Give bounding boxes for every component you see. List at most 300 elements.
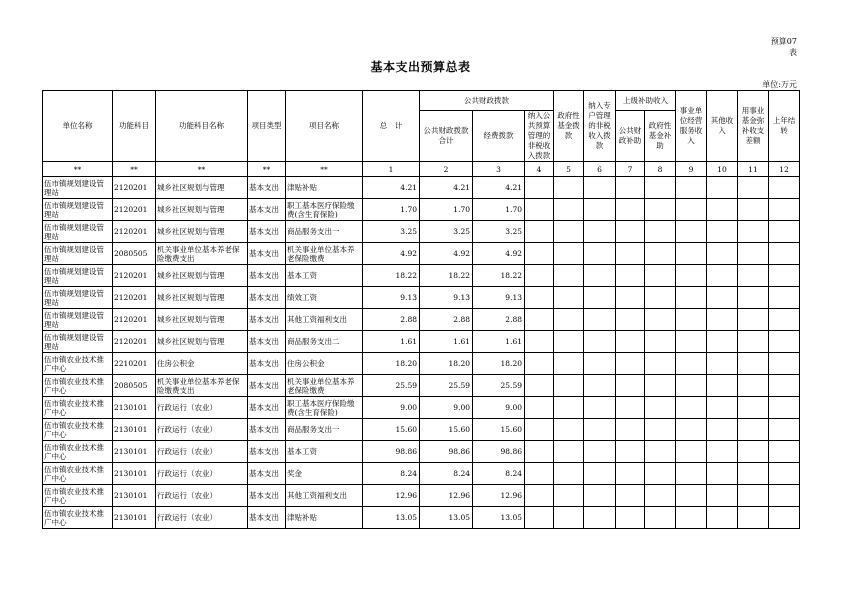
public-fin-sum-cell: 3.25 [420,221,473,243]
empty-cell [554,309,584,331]
empty-cell [584,375,616,397]
empty-cell [616,265,645,287]
empty-cell [616,243,645,265]
total-cell: 9.00 [363,397,420,419]
table-row [43,441,800,463]
public-fin-sum-cell: 25.59 [420,375,473,397]
total-cell: 18.20 [363,353,420,375]
empty-cell [554,177,584,199]
header-pub-fin-sub: 公共财政补助 [616,111,645,162]
empty-cell [769,199,800,221]
empty-cell [616,221,645,243]
empty-cell [738,375,769,397]
expense-cell: 15.60 [473,419,525,441]
unit-name-cell: 伍市镇农业技术推广中心 [43,375,113,397]
public-fin-sum-cell: 1.70 [420,199,473,221]
proj-name-cell: 基本工资 [286,265,363,287]
empty-cell [584,353,616,375]
empty-cell [645,463,676,485]
empty-cell [584,243,616,265]
func-name-cell: 行政运行（农业） [156,485,248,507]
empty-cell [645,419,676,441]
table-row [43,221,800,243]
empty-cell [676,199,707,221]
header-other-income: 其他收入 [707,91,738,162]
empty-cell [525,419,554,441]
empty-cell [645,507,676,529]
proj-name-cell: 奖金 [286,463,363,485]
header-func-name: 功能科目名称 [156,91,248,162]
empty-cell [707,463,738,485]
empty-cell [769,485,800,507]
unit-name-cell: 伍市镇规划建设管理站 [43,199,113,221]
public-fin-sum-cell: 4.92 [420,243,473,265]
empty-cell [584,331,616,353]
unit-name-cell: 伍市镇规划建设管理站 [43,331,113,353]
empty-cell [769,375,800,397]
empty-cell [707,287,738,309]
func-name-cell: 机关事业单位基本养老保险缴费支出 [156,243,248,265]
expense-cell: 18.20 [473,353,525,375]
empty-cell [707,507,738,529]
empty-cell [616,507,645,529]
column-index-row [43,162,800,177]
empty-cell [645,397,676,419]
column-index-cell: 4 [525,162,554,177]
public-fin-sum-cell: 98.86 [420,441,473,463]
empty-cell [554,441,584,463]
empty-cell [707,419,738,441]
table-row [43,485,800,507]
empty-cell [738,331,769,353]
empty-cell [707,177,738,199]
empty-cell [676,485,707,507]
empty-cell [525,507,554,529]
empty-cell [525,463,554,485]
public-fin-sum-cell: 18.20 [420,353,473,375]
public-fin-sum-cell: 1.61 [420,331,473,353]
proj-name-cell: 职工基本医疗保险缴费(含生育保险) [286,199,363,221]
empty-cell [769,507,800,529]
expense-cell: 9.00 [473,397,525,419]
empty-cell [554,353,584,375]
expense-cell: 1.70 [473,199,525,221]
func-code-cell: 2120201 [113,221,156,243]
proj-type-cell: 基本支出 [248,199,286,221]
table-row [43,375,800,397]
empty-cell [525,199,554,221]
empty-cell [584,485,616,507]
empty-cell [645,375,676,397]
empty-cell [676,265,707,287]
empty-cell [584,309,616,331]
func-code-cell: 2080505 [113,375,156,397]
func-name-cell: 城乡社区规划与管理 [156,331,248,353]
empty-cell [769,177,800,199]
func-name-cell: 城乡社区规划与管理 [156,265,248,287]
unit-name-cell: 伍市镇规划建设管理站 [43,309,113,331]
column-index-cell: ** [286,162,363,177]
empty-cell [769,309,800,331]
func-name-cell: 行政运行（农业） [156,463,248,485]
func-name-cell: 城乡社区规划与管理 [156,199,248,221]
proj-type-cell: 基本支出 [248,287,286,309]
expense-cell: 12.96 [473,485,525,507]
empty-cell [554,485,584,507]
table-row [43,507,800,529]
empty-cell [525,177,554,199]
total-cell: 15.60 [363,419,420,441]
func-code-cell: 2130101 [113,463,156,485]
column-index-cell: ** [43,162,113,177]
table-row [43,309,800,331]
empty-cell [738,485,769,507]
column-index-cell: 12 [769,162,800,177]
table-row [43,353,800,375]
public-fin-sum-cell: 12.96 [420,485,473,507]
empty-cell [525,243,554,265]
empty-cell [616,199,645,221]
header-upper-sub: 上级补助收入 [616,91,676,111]
empty-cell [676,353,707,375]
proj-name-cell: 绩效工资 [286,287,363,309]
empty-cell [738,441,769,463]
header-proj-type: 项目类型 [248,91,286,162]
header-expense: 经费拨款 [473,111,525,162]
public-fin-sum-cell: 8.24 [420,463,473,485]
column-index-cell: 3 [473,162,525,177]
column-index-cell: 10 [707,162,738,177]
empty-cell [676,287,707,309]
expense-cell: 25.59 [473,375,525,397]
table-row [43,419,800,441]
empty-cell [645,265,676,287]
header-gov-fund-sub: 政府性基金补助 [645,111,676,162]
empty-cell [554,199,584,221]
total-cell: 9.13 [363,287,420,309]
total-cell: 8.24 [363,463,420,485]
table-row [43,463,800,485]
empty-cell [616,309,645,331]
func-name-cell: 行政运行（农业） [156,507,248,529]
unit-name-cell: 伍市镇规划建设管理站 [43,265,113,287]
proj-name-cell: 机关事业单位基本养老保险缴费 [286,375,363,397]
proj-name-cell: 津贴补贴 [286,177,363,199]
column-index-cell: ** [248,162,286,177]
total-cell: 25.59 [363,375,420,397]
func-code-cell: 2210201 [113,353,156,375]
empty-cell [738,463,769,485]
total-cell: 98.86 [363,441,420,463]
column-index-cell: ** [156,162,248,177]
func-code-cell: 2130101 [113,397,156,419]
empty-cell [616,375,645,397]
empty-cell [584,463,616,485]
empty-cell [616,177,645,199]
expense-cell: 1.61 [473,331,525,353]
func-code-cell: 2130101 [113,441,156,463]
header-func-code: 功能科目 [113,91,156,162]
expense-cell: 3.25 [473,221,525,243]
empty-cell [738,419,769,441]
expense-cell: 13.05 [473,507,525,529]
proj-type-cell: 基本支出 [248,441,286,463]
expense-cell: 8.24 [473,463,525,485]
empty-cell [676,309,707,331]
func-code-cell: 2130101 [113,485,156,507]
empty-cell [645,441,676,463]
func-code-cell: 2120201 [113,177,156,199]
public-fin-sum-cell: 13.05 [420,507,473,529]
empty-cell [738,221,769,243]
unit-name-cell: 伍市镇农业技术推广中心 [43,485,113,507]
proj-type-cell: 基本支出 [248,221,286,243]
unit-name-cell: 伍市镇规划建设管理站 [43,221,113,243]
empty-cell [554,287,584,309]
unit-label: 单位:万元 [762,80,797,89]
empty-cell [554,507,584,529]
empty-cell [616,463,645,485]
unit-name-cell: 伍市镇规划建设管理站 [43,287,113,309]
func-name-cell: 住房公积金 [156,353,248,375]
total-cell: 1.70 [363,199,420,221]
proj-type-cell: 基本支出 [248,177,286,199]
empty-cell [525,309,554,331]
func-code-cell: 2120201 [113,331,156,353]
empty-cell [707,375,738,397]
table-row [43,265,800,287]
proj-type-cell: 基本支出 [248,397,286,419]
column-index-cell: 7 [616,162,645,177]
empty-cell [554,375,584,397]
empty-cell [769,463,800,485]
proj-name-cell: 商品服务支出一 [286,221,363,243]
func-name-cell: 城乡社区规划与管理 [156,309,248,331]
func-name-cell: 机关事业单位基本养老保险缴费支出 [156,375,248,397]
empty-cell [554,463,584,485]
table-code-line2: 表 [789,48,797,57]
func-name-cell: 城乡社区规划与管理 [156,177,248,199]
func-name-cell: 行政运行（农业） [156,441,248,463]
func-code-cell: 2120201 [113,309,156,331]
empty-cell [676,463,707,485]
proj-type-cell: 基本支出 [248,463,286,485]
total-cell: 13.05 [363,507,420,529]
empty-cell [676,221,707,243]
header-total: 总 计 [363,91,420,162]
proj-name-cell: 基本工资 [286,441,363,463]
empty-cell [584,265,616,287]
expense-cell: 18.22 [473,265,525,287]
empty-cell [738,397,769,419]
total-cell: 4.92 [363,243,420,265]
empty-cell [525,397,554,419]
header-business-income: 事业单位经营服务收入 [676,91,707,162]
header-proj-name: 项目名称 [286,91,363,162]
empty-cell [584,287,616,309]
empty-cell [738,353,769,375]
empty-cell [769,331,800,353]
column-index-cell: 6 [584,162,616,177]
table-code [771,36,797,58]
empty-cell [525,221,554,243]
column-index-cell: 11 [738,162,769,177]
proj-name-cell: 津贴补贴 [286,507,363,529]
proj-type-cell: 基本支出 [248,507,286,529]
empty-cell [584,419,616,441]
empty-cell [769,353,800,375]
public-fin-sum-cell: 2.88 [420,309,473,331]
empty-cell [616,485,645,507]
empty-cell [525,375,554,397]
column-index-cell: 1 [363,162,420,177]
total-cell: 1.61 [363,331,420,353]
empty-cell [769,243,800,265]
empty-cell [554,419,584,441]
proj-type-cell: 基本支出 [248,485,286,507]
empty-cell [707,199,738,221]
func-code-cell: 2120201 [113,265,156,287]
func-code-cell: 2120201 [113,199,156,221]
empty-cell [769,419,800,441]
total-cell: 18.22 [363,265,420,287]
empty-cell [645,353,676,375]
public-fin-sum-cell: 9.00 [420,397,473,419]
func-name-cell: 城乡社区规划与管理 [156,287,248,309]
empty-cell [738,309,769,331]
proj-type-cell: 基本支出 [248,243,286,265]
empty-cell [584,441,616,463]
empty-cell [769,397,800,419]
empty-cell [707,441,738,463]
unit-name-cell: 伍市镇农业技术推广中心 [43,419,113,441]
func-code-cell: 2130101 [113,507,156,529]
proj-type-cell: 基本支出 [248,419,286,441]
total-cell: 4.21 [363,177,420,199]
expense-cell: 4.92 [473,243,525,265]
func-name-cell: 城乡社区规划与管理 [156,221,248,243]
empty-cell [616,419,645,441]
unit-name-cell: 伍市镇农业技术推广中心 [43,353,113,375]
budget-table [42,90,800,529]
empty-cell [769,265,800,287]
proj-name-cell: 其他工资福利支出 [286,485,363,507]
empty-cell [769,441,800,463]
unit-name-cell: 伍市镇农业技术推广中心 [43,441,113,463]
header-budget-mgmt: 纳入公共预算管理的非税收入拨款 [525,111,554,162]
unit-name-cell: 伍市镇规划建设管理站 [43,243,113,265]
empty-cell [645,485,676,507]
proj-name-cell: 住房公积金 [286,353,363,375]
empty-cell [645,177,676,199]
empty-cell [769,287,800,309]
empty-cell [616,397,645,419]
empty-cell [676,177,707,199]
empty-cell [707,243,738,265]
func-name-cell: 行政运行（农业） [156,419,248,441]
proj-type-cell: 基本支出 [248,331,286,353]
empty-cell [525,485,554,507]
header-public-fin-comb: 公共财政拨款合计 [420,111,473,162]
empty-cell [707,331,738,353]
empty-cell [676,375,707,397]
expense-cell: 4.21 [473,177,525,199]
empty-cell [525,441,554,463]
empty-cell [645,199,676,221]
empty-cell [707,397,738,419]
unit-name-cell: 伍市镇农业技术推广中心 [43,397,113,419]
empty-cell [616,331,645,353]
func-code-cell: 2080505 [113,243,156,265]
public-fin-sum-cell: 9.13 [420,287,473,309]
header-gov-fund: 政府性基金拨款 [554,91,584,162]
empty-cell [525,265,554,287]
proj-name-cell: 商品服务支出二 [286,331,363,353]
proj-name-cell: 机关事业单位基本养老保险缴费 [286,243,363,265]
header-public-fin: 公共财政拨款 [420,91,554,111]
expense-cell: 9.13 [473,287,525,309]
empty-cell [584,397,616,419]
public-fin-sum-cell: 15.60 [420,419,473,441]
empty-cell [645,221,676,243]
empty-cell [676,441,707,463]
empty-cell [676,507,707,529]
public-fin-sum-cell: 4.21 [420,177,473,199]
empty-cell [707,353,738,375]
column-index-cell: 9 [676,162,707,177]
empty-cell [707,221,738,243]
func-code-cell: 2120201 [113,287,156,309]
empty-cell [554,221,584,243]
proj-type-cell: 基本支出 [248,375,286,397]
column-index-cell: 2 [420,162,473,177]
empty-cell [584,199,616,221]
func-code-cell: 2130101 [113,419,156,441]
empty-cell [616,441,645,463]
unit-name-cell: 伍市镇农业技术推广中心 [43,507,113,529]
column-index-cell: 8 [645,162,676,177]
empty-cell [738,199,769,221]
empty-cell [645,287,676,309]
empty-cell [525,353,554,375]
empty-cell [676,243,707,265]
func-name-cell: 行政运行（农业） [156,397,248,419]
empty-cell [554,331,584,353]
unit-name-cell: 伍市镇农业技术推广中心 [43,463,113,485]
total-cell: 2.88 [363,309,420,331]
page-title: 基本支出预算总表 [370,60,471,74]
empty-cell [769,221,800,243]
empty-cell [525,331,554,353]
empty-cell [738,177,769,199]
empty-cell [554,243,584,265]
table-code-line1: 预算07 [770,37,797,46]
empty-cell [707,485,738,507]
column-index-cell: ** [113,162,156,177]
empty-cell [738,287,769,309]
header-carryover: 上年结转 [769,91,800,162]
empty-cell [584,507,616,529]
table-row [43,331,800,353]
empty-cell [645,309,676,331]
proj-name-cell: 职工基本医疗保险缴费(含生育保险) [286,397,363,419]
public-fin-sum-cell: 18.22 [420,265,473,287]
total-cell: 12.96 [363,485,420,507]
empty-cell [676,419,707,441]
proj-type-cell: 基本支出 [248,265,286,287]
proj-name-cell: 其他工资福利支出 [286,309,363,331]
table-row [43,243,800,265]
